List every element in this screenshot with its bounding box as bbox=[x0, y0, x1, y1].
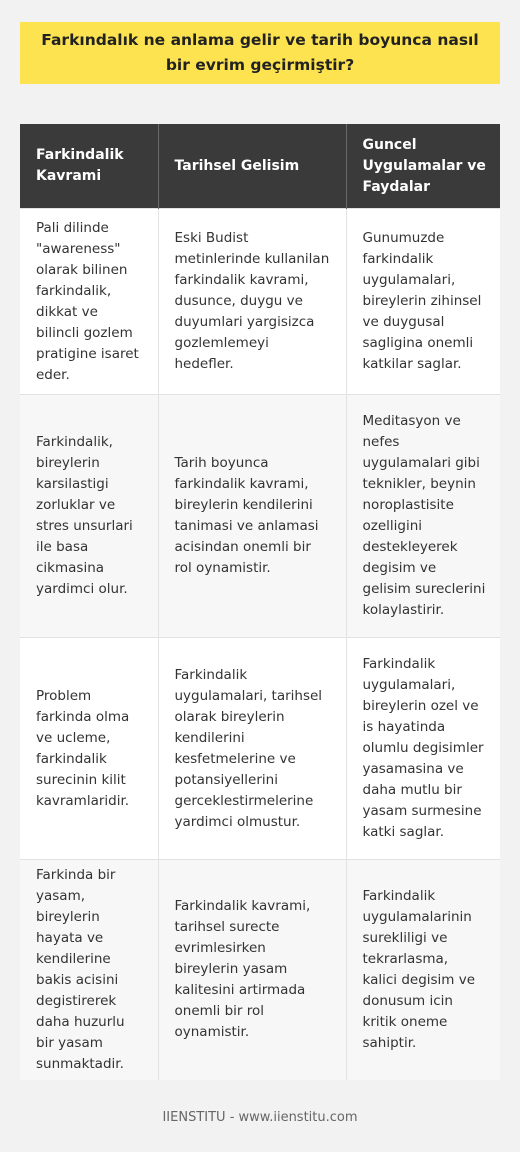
table-cell: Problem farkinda olma ve ucleme, farkindalik surecinin kilit kavramlaridir. bbox=[20, 638, 158, 860]
table-cell: Farkindalik kavrami, tarihsel surecte evrimlesirken bireylerin yasam kalitesini artirmada onemli bir rol oynamistir. bbox=[158, 860, 346, 1080]
table-cell: Farkindalik uygulamalarinin surekliligi ve tekrarlasma, kalici degisim ve donusum icin kritik oneme sahiptir. bbox=[346, 860, 500, 1080]
table-cell: Farkindalik, bireylerin karsilastigi zorluklar ve stres unsurlari ile basa cikmasina yardimci olur. bbox=[20, 395, 158, 638]
footer-credit: IIENSTITU - www.iienstitu.com bbox=[162, 1110, 358, 1125]
table-cell: Farkinda bir yasam, bireylerin hayata ve kendilerine bakis acisini degistirerek daha huzurlu bir yasam sunmaktadir. bbox=[20, 860, 158, 1080]
page-title: Farkındalık ne anlama gelir ve tarih boyunca nasıl bir evrim geçirmiştir? bbox=[41, 31, 479, 74]
column-header: Farkindalik Kavrami bbox=[20, 124, 158, 209]
table-cell: Pali dilinde "awareness" olarak bilinen farkindalik, dikkat ve bilincli gozlem pratigine isaret eder. bbox=[20, 209, 158, 395]
table-cell: Tarih boyunca farkindalik kavrami, bireylerin kendilerini tanimasi ve anlamasi acisindan onemli bir rol oynamistir. bbox=[158, 395, 346, 638]
table-cell: Farkindalik uygulamalari, bireylerin ozel ve is hayatinda olumlu degisimler yasamasina ve daha mutlu bir yasam surmesine katki saglar. bbox=[346, 638, 500, 860]
table-row bbox=[20, 395, 500, 638]
table-header-row bbox=[20, 124, 500, 209]
table-row bbox=[20, 209, 500, 395]
table-cell: Meditasyon ve nefes uygulamalari gibi teknikler, beynin noroplastisite ozelligini destekleyerek degisim ve gelisim sureclerini kolaylastirir. bbox=[346, 395, 500, 638]
table-cell: Farkindalik uygulamalari, tarihsel olarak bireylerin kendilerini kesfetmelerine ve potansiyellerini gerceklestirmelerine yardimci olmustur. bbox=[158, 638, 346, 860]
table-cell: Eski Budist metinlerinde kullanilan farkindalik kavrami, dusunce, duygu ve duyumlari yargisizca gozlemlemeyi hedefler. bbox=[158, 209, 346, 395]
table-cell: Gunumuzde farkindalik uygulamalari, bireylerin zihinsel ve duygusal sagligina onemli katkilar saglar. bbox=[346, 209, 500, 395]
comparison-table bbox=[20, 124, 500, 1080]
table-row bbox=[20, 860, 500, 1080]
table-row bbox=[20, 638, 500, 860]
column-header: Guncel Uygulamalar ve Faydalar bbox=[346, 124, 500, 209]
title-banner bbox=[20, 22, 500, 84]
column-header: Tarihsel Gelisim bbox=[158, 124, 346, 209]
